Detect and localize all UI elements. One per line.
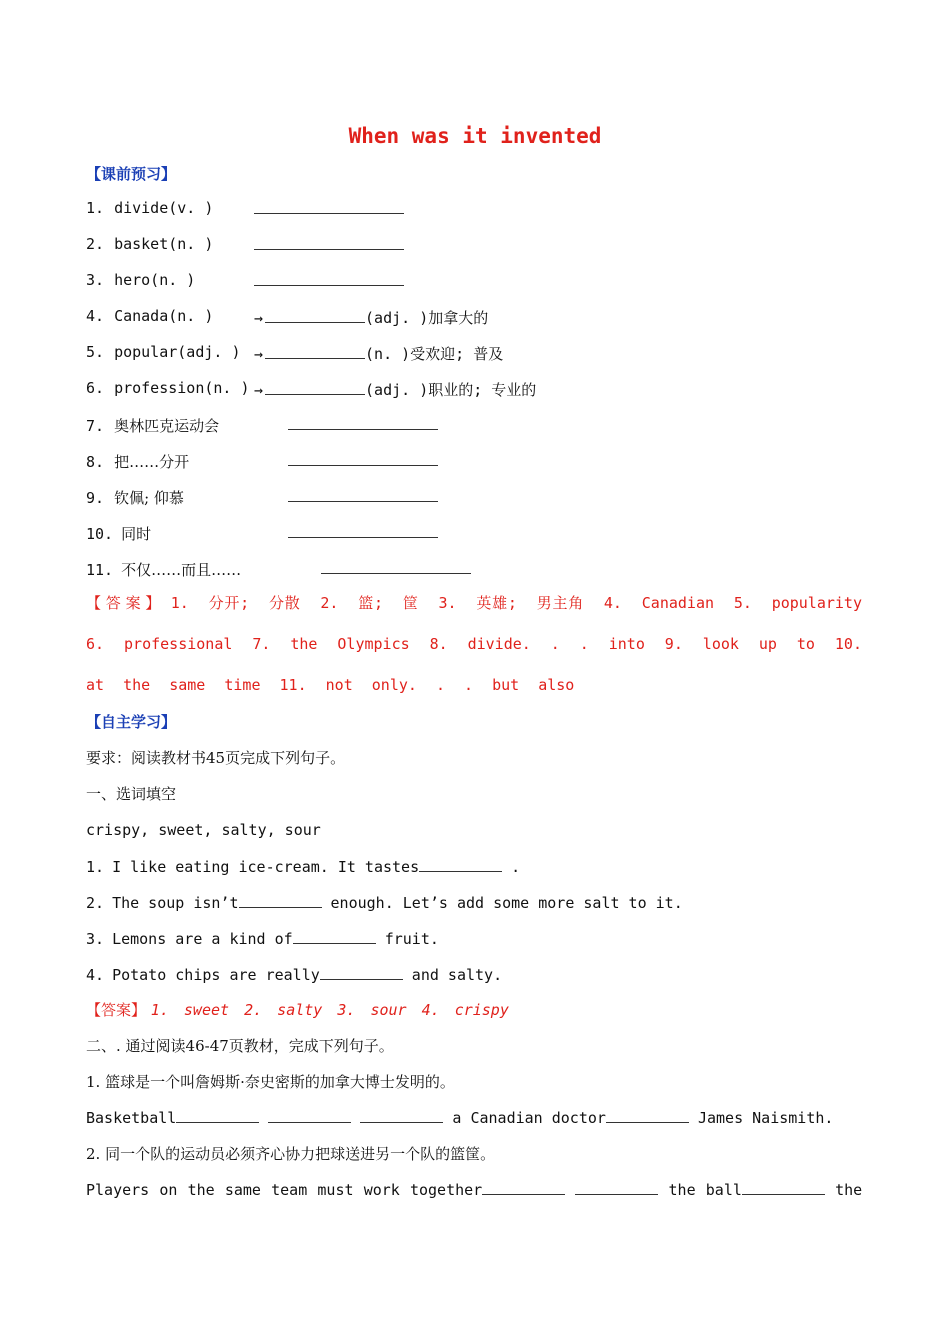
item-number: 2. — [86, 894, 105, 912]
q1-mid: a Canadian doctor — [452, 1109, 606, 1127]
item-term: 奥林匹克运动会 — [114, 417, 220, 435]
blank[interactable] — [176, 1108, 259, 1123]
blank[interactable] — [360, 1108, 443, 1123]
item-number: 1. — [86, 199, 105, 217]
item-number: 3. — [86, 271, 105, 289]
sentence-item — [86, 893, 683, 912]
answer-slot — [288, 415, 438, 434]
blank[interactable] — [254, 199, 404, 214]
answer-slot — [254, 307, 488, 328]
item-suffix: (adj. )职业的; 专业的 — [365, 381, 537, 399]
vocab-item — [86, 415, 219, 436]
vocab-item — [86, 271, 195, 289]
part2-title: 二、. 通过阅读46-47页教材，完成下列句子。 — [86, 1037, 394, 1055]
item-term: divide(v. ) — [114, 199, 214, 217]
question-1-chinese: 1. 篮球是一个叫詹姆斯·奈史密斯的加拿大博士发明的。 — [86, 1073, 455, 1091]
part1-answer — [86, 999, 509, 1020]
blank[interactable] — [321, 559, 471, 574]
item-number: 10. — [86, 525, 114, 543]
blank[interactable] — [239, 893, 322, 908]
blank[interactable] — [320, 965, 403, 980]
answer-slot — [321, 559, 471, 578]
vocab-item — [86, 523, 151, 544]
item-suffix: (adj. )加拿大的 — [365, 309, 489, 327]
answer-text: 1. sweet 2. salty 3. sour 4. crispy — [150, 1001, 509, 1019]
blank[interactable] — [742, 1180, 825, 1195]
item-term: 同时 — [121, 525, 152, 543]
page-title: When was it invented — [348, 124, 602, 148]
arrow-icon: → — [254, 381, 264, 399]
blank[interactable] — [254, 235, 404, 250]
q1-start: Basketball — [86, 1109, 177, 1127]
answer-slot — [254, 271, 404, 290]
blank[interactable] — [288, 415, 438, 430]
vocab-item — [86, 199, 213, 217]
q2-word: the — [187, 1181, 215, 1199]
blank[interactable] — [606, 1108, 689, 1123]
blank[interactable] — [293, 929, 376, 944]
answer-slot — [254, 343, 503, 364]
q2-word: on — [159, 1181, 178, 1199]
q2-word: the — [668, 1181, 696, 1199]
blank[interactable] — [288, 487, 438, 502]
blank[interactable] — [254, 271, 404, 286]
sentence-item — [86, 929, 439, 948]
vocab-item — [86, 343, 241, 361]
sentence-text: The soup isn’t — [112, 894, 239, 912]
vocab-item — [86, 487, 184, 508]
answer-text: 1. 分开; 分散 2. 篮; 筐 3. 英雄; 男主角 4. Canadian 5. popularity 6. professional 7. the Olympics 8. divide. . . into 9. look up to 10. at the same time 11. not only. . . but also — [86, 594, 862, 694]
answer-slot — [254, 379, 536, 400]
arrow-icon: → — [254, 309, 264, 327]
q1-end: James Naismith. — [697, 1109, 834, 1127]
sentence-text: . — [502, 858, 521, 876]
blank[interactable] — [575, 1180, 658, 1195]
vocab-item — [86, 235, 213, 253]
question-1-english — [86, 1108, 833, 1127]
blank[interactable] — [419, 857, 502, 872]
blank[interactable] — [265, 380, 365, 395]
item-term: basket(n. ) — [114, 235, 214, 253]
answer-slot — [254, 235, 404, 254]
answer-label: 【答案】 — [86, 1001, 147, 1019]
item-number: 8. — [86, 453, 105, 471]
q2-word: ball — [705, 1181, 742, 1199]
item-number: 4. — [86, 966, 105, 984]
section-heading-self-study: 【自主学习】 — [86, 713, 177, 731]
item-term: profession(n. ) — [114, 379, 250, 397]
sentence-text: I like eating ice-cream. It tastes — [112, 858, 420, 876]
q2-word: work — [363, 1181, 400, 1199]
item-number: 6. — [86, 379, 105, 397]
answer-slot — [288, 451, 438, 470]
item-number: 2. — [86, 235, 105, 253]
item-number: 5. — [86, 343, 105, 361]
item-term: 把……分开 — [114, 453, 190, 471]
q2-word: the — [835, 1181, 863, 1199]
blank[interactable] — [482, 1180, 565, 1195]
sentence-text: fruit. — [375, 930, 439, 948]
item-number: 7. — [86, 417, 105, 435]
item-term: 钦佩; 仰慕 — [114, 489, 184, 507]
sentence-item — [86, 965, 502, 984]
blank[interactable] — [288, 523, 438, 538]
answer-label: 【答案】 — [86, 594, 166, 612]
blank[interactable] — [265, 344, 365, 359]
item-number: 3. — [86, 930, 105, 948]
sentence-text: Potato chips are really — [112, 966, 320, 984]
answer-slot — [288, 523, 438, 542]
q2-word: together — [409, 1181, 483, 1199]
item-number: 11. — [86, 561, 114, 579]
sentence-text: and salty. — [402, 966, 503, 984]
answer-slot — [288, 487, 438, 506]
answer-slot — [254, 199, 404, 218]
blank[interactable] — [268, 1108, 351, 1123]
sentence-text: Lemons are a kind of — [112, 930, 293, 948]
vocab-item — [86, 379, 250, 397]
requirement-text: 要求：阅读教材书45页完成下列句子。 — [86, 749, 346, 767]
vocab-item — [86, 451, 189, 472]
item-term: popular(adj. ) — [114, 343, 241, 361]
vocab-item — [86, 307, 213, 325]
q2-word: team — [271, 1181, 308, 1199]
preview-answer — [86, 583, 862, 706]
part1-title: 一、选词填空 — [86, 785, 177, 803]
q2-word: Players — [86, 1181, 150, 1199]
word-bank: crispy, sweet, salty, sour — [86, 821, 321, 839]
q2-word: must — [317, 1181, 354, 1199]
sentence-text: enough. Let’s add some more salt to it. — [321, 894, 683, 912]
q2-word: same — [224, 1181, 261, 1199]
section-heading-preview: 【课前预习】 — [86, 165, 177, 183]
item-number: 1. — [86, 858, 105, 876]
item-term: hero(n. ) — [114, 271, 196, 289]
sentence-item — [86, 857, 520, 876]
arrow-icon: → — [254, 345, 264, 363]
blank[interactable] — [265, 308, 365, 323]
vocab-item — [86, 559, 241, 580]
question-2-english — [86, 1180, 862, 1199]
question-2-chinese: 2. 同一个队的运动员必须齐心协力把球送进另一个队的篮筐。 — [86, 1145, 496, 1163]
item-number: 9. — [86, 489, 105, 507]
blank[interactable] — [288, 451, 438, 466]
item-suffix: (n. )受欢迎; 普及 — [365, 345, 504, 363]
item-term: Canada(n. ) — [114, 307, 214, 325]
item-number: 4. — [86, 307, 105, 325]
item-term: 不仅……而且…… — [121, 561, 242, 579]
